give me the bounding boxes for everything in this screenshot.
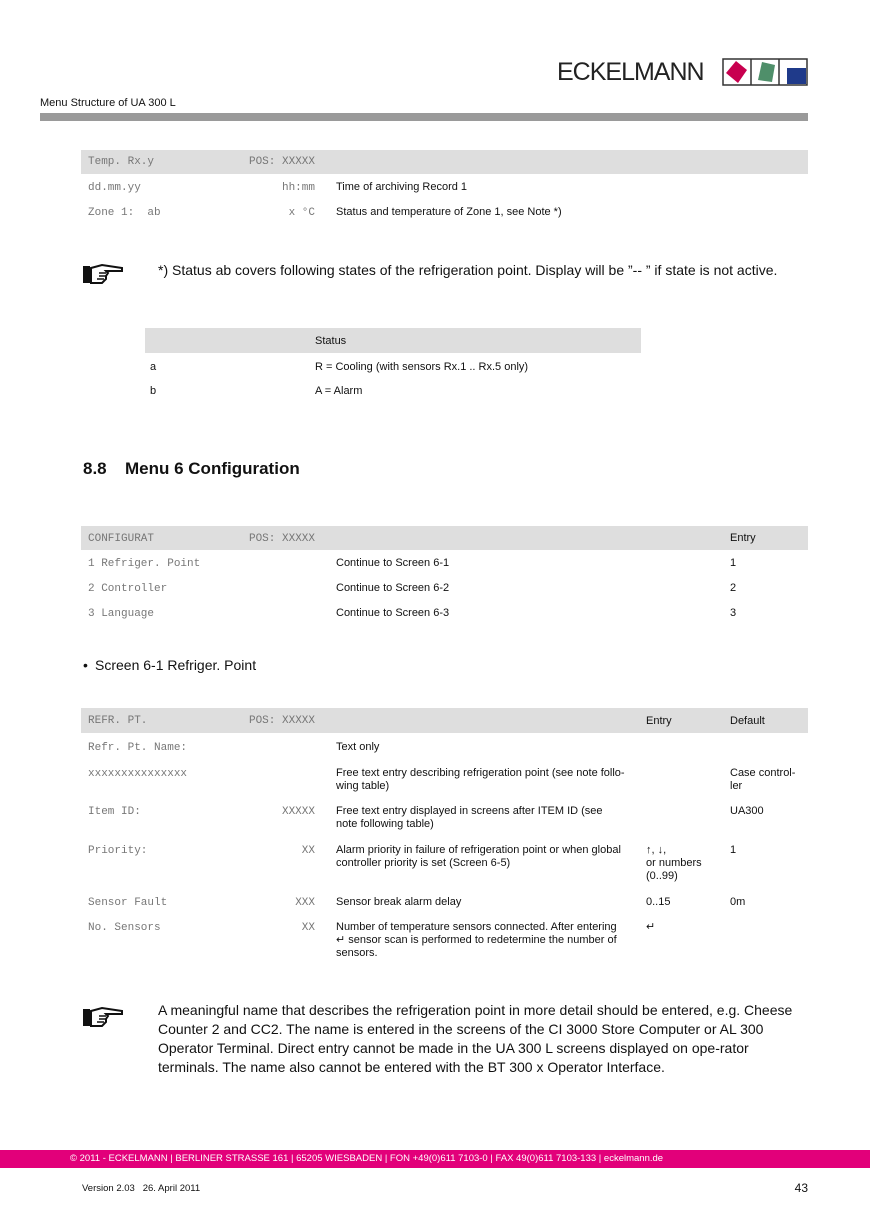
table4-header-cell: POS: XXXXX [248, 715, 315, 727]
cell: Refr. Pt. Name: [88, 742, 188, 754]
bullet-text: Screen 6-1 Refriger. Point [95, 657, 257, 673]
status-note: *) Status ab covers following states of the refrigeration point. Display will be ”-- ” if state is not active. [158, 262, 778, 278]
cell: hh:mm [281, 182, 315, 194]
cell: Text only [336, 741, 380, 753]
cell: Status and temperature of Zone 1, see Note *) [336, 206, 562, 218]
section-title: Menu 6 Configuration [125, 459, 300, 478]
cell: XX [301, 845, 315, 857]
table1-header-cell: POS: XXXXX [248, 156, 315, 168]
footer-version: Version 2.03 26. April 2011 [82, 1183, 201, 1194]
cell: Continue to Screen 6-2 [336, 582, 450, 594]
cell: Sensor Fault [88, 897, 168, 909]
table4-header [81, 708, 808, 733]
cell: UA300 [730, 805, 764, 817]
cell: 0..15 [646, 896, 671, 908]
cell: Alarm priority in failure of refrigeration point or when global controller priority is set (Screen 6-5) [336, 844, 621, 869]
bullet-icon: • [83, 657, 88, 673]
document-subtitle: Menu Structure of UA 300 L [40, 97, 176, 109]
cell: b [150, 385, 157, 397]
cell: ↑, ↓, or numbers (0..99) [646, 844, 702, 882]
cell: xxxxxxxxxxxxxxx [88, 768, 188, 780]
pointing-hand-icon [82, 262, 126, 286]
logo-mark [722, 58, 808, 86]
table4-header-cell: Entry [646, 715, 672, 727]
cell: XX [301, 922, 315, 934]
status-table-header [145, 328, 641, 353]
cell: Free text entry describing refrigeration point (see note follo- wing table) [336, 767, 625, 792]
cell: 2 [730, 582, 737, 594]
cell: Zone 1: ab [88, 207, 161, 219]
cell: 1 [730, 557, 737, 569]
cell: 3 [730, 607, 737, 619]
footer-contact: © 2011 - ECKELMANN | BERLINER STRASSE 161 | 65205 WIESBADEN | FON +49(0)611 7103-0 | FAX 49(0)611 7103-133 | eckelmann.de [70, 1153, 664, 1164]
cell: No. Sensors [88, 922, 161, 934]
cell: x °C [288, 207, 315, 219]
table1-header-cell: Temp. Rx.y [88, 156, 155, 168]
page-number: 43 [794, 1181, 808, 1195]
name-note: A meaningful name that describes the refrigeration point in more detail should be entered, e.g. Cheese Counter 2 and CC2. The name is entered in the screens of the CI 3000 Store Computer or AL 300 Operator Terminal. Direct entry cannot be made in the UA 300 L screens displayed on ope-rator terminals. The name also cannot be entered with the BT 300 x Operator Interface. [158, 1002, 793, 1075]
cell: ↵ [646, 921, 656, 933]
table1-header [81, 150, 808, 174]
table3-header-cell: POS: XXXXX [248, 533, 315, 545]
cell: Continue to Screen 6-3 [336, 607, 450, 619]
table4-header-cell: Default [730, 715, 765, 727]
cell: 3 Language [88, 608, 155, 620]
table4-header-cell: REFR. PT. [88, 715, 148, 727]
cell: R = Cooling (with sensors Rx.1 .. Rx.5 only) [315, 361, 529, 373]
cell: XXXXX [281, 806, 315, 818]
cell: dd.mm.yy [88, 182, 141, 194]
cell: 2 Controller [88, 583, 168, 595]
cell: Free text entry displayed in screens after ITEM ID (see note following table) [336, 805, 603, 830]
cell: 1 Refriger. Point [88, 558, 201, 570]
cell: Priority: [88, 845, 148, 857]
logo-text: ECKELMANN [557, 58, 704, 86]
table3-header [81, 526, 808, 550]
cell: a [150, 361, 157, 373]
cell: Case control- ler [730, 767, 796, 792]
cell: Sensor break alarm delay [336, 896, 462, 908]
cell: 0m [730, 896, 746, 908]
cell: Number of temperature sensors connected. After entering ↵ sensor scan is performed to redetermine the number of sensors. [336, 921, 617, 959]
status-header-cell: Status [315, 335, 347, 347]
cell: Continue to Screen 6-1 [336, 557, 450, 569]
cell: Item ID: [88, 806, 141, 818]
pointing-hand-icon [82, 1005, 126, 1029]
cell: 1 [730, 844, 737, 856]
header-divider [40, 113, 808, 121]
cell: Time of archiving Record 1 [336, 181, 468, 193]
table3-header-cell: CONFIGURAT [88, 533, 155, 545]
cell: A = Alarm [315, 385, 363, 397]
section-number: 8.8 [83, 459, 107, 478]
table3-header-cell: Entry [730, 532, 756, 544]
cell: XXX [295, 897, 315, 909]
